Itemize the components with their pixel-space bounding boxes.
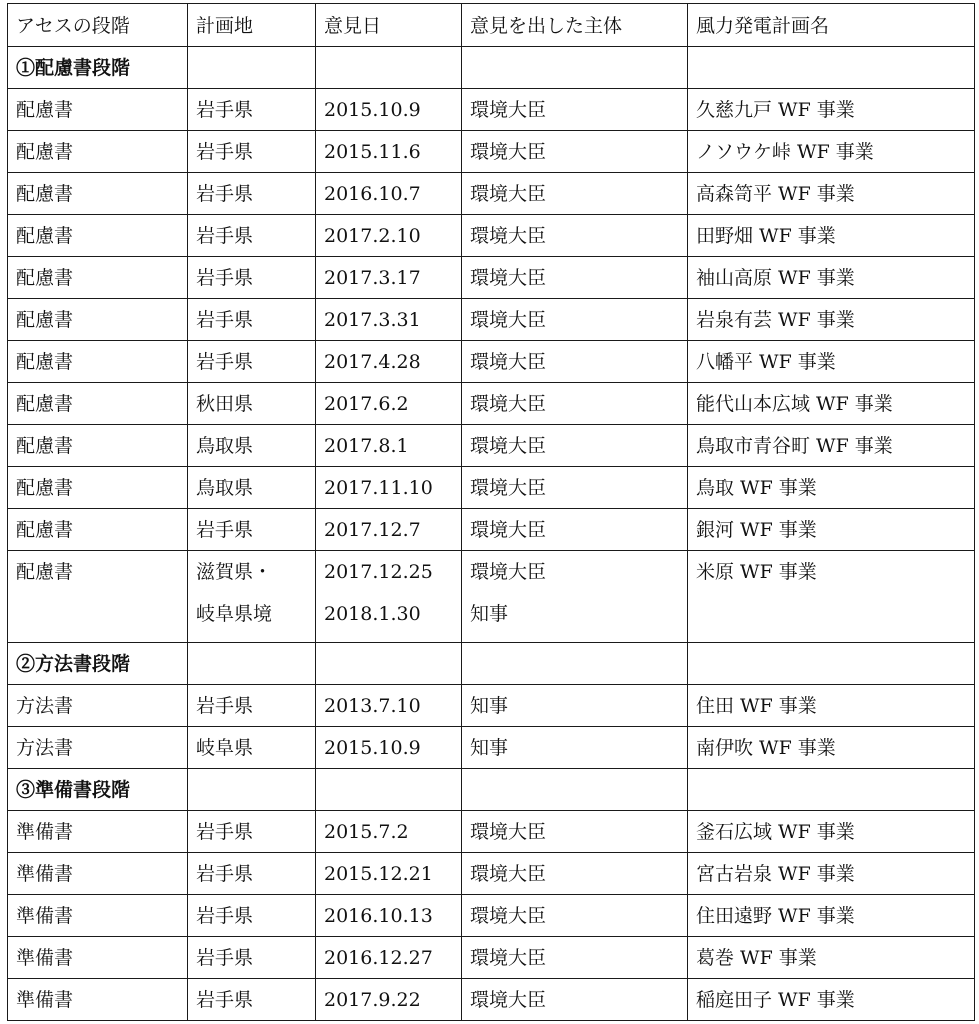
cell-stage: 配慮書 xyxy=(8,131,188,173)
cell-entity: 知事 xyxy=(462,727,688,769)
table-row xyxy=(8,811,975,853)
cell-project-name: 高森笥平 WF 事業 xyxy=(688,173,975,215)
cell-stage: 配慮書 xyxy=(8,215,188,257)
table-row xyxy=(8,467,975,509)
table-row xyxy=(8,215,975,257)
cell-date: 2017.9.22 xyxy=(316,979,462,1021)
cell-entity: 環境大臣 xyxy=(462,895,688,937)
cell-place: 岩手県 xyxy=(188,979,316,1021)
cell-entity: 環境大臣 xyxy=(462,467,688,509)
wind-power-assessment-table xyxy=(7,3,975,1021)
cell-entity: 環境大臣 xyxy=(462,979,688,1021)
cell-stage: 配慮書 xyxy=(8,467,188,509)
cell-stage-text: 配慮書 xyxy=(16,561,74,583)
cell-project-name: 住田 WF 事業 xyxy=(688,685,975,727)
cell-project-name: 能代山本広域 WF 事業 xyxy=(688,383,975,425)
cell-date: 2015.7.2 xyxy=(316,811,462,853)
empty-cell xyxy=(316,47,462,89)
cell-entity: 環境大臣 xyxy=(462,341,688,383)
cell-stage: 配慮書 xyxy=(8,383,188,425)
table-row xyxy=(8,173,975,215)
empty-cell xyxy=(188,769,316,811)
header-date: 意見日 xyxy=(316,4,462,47)
cell-project-name: 葛巻 WF 事業 xyxy=(688,937,975,979)
empty-cell xyxy=(188,643,316,685)
empty-cell xyxy=(688,769,975,811)
cell-entity-line1: 環境大臣 xyxy=(470,561,547,583)
cell-place: 岩手県 xyxy=(188,257,316,299)
cell-date: 2017.6.2 xyxy=(316,383,462,425)
section-row xyxy=(8,643,975,685)
cell-project-name: 南伊吹 WF 事業 xyxy=(688,727,975,769)
cell-entity: 環境大臣 xyxy=(462,383,688,425)
empty-cell xyxy=(462,769,688,811)
cell-place: 岩手県 xyxy=(188,299,316,341)
cell-project-name: 久慈九戸 WF 事業 xyxy=(688,89,975,131)
cell-entity-line2: 知事 xyxy=(470,603,509,625)
table-row xyxy=(8,685,975,727)
table-row xyxy=(8,131,975,173)
empty-cell xyxy=(688,643,975,685)
section-title: ①配慮書段階 xyxy=(8,47,188,89)
cell-date: 2017.3.17 xyxy=(316,257,462,299)
cell-entity: 環境大臣 xyxy=(462,257,688,299)
cell-project-name: 袖山高原 WF 事業 xyxy=(688,257,975,299)
cell-place: 岩手県 xyxy=(188,937,316,979)
cell-date: 2017.8.1 xyxy=(316,425,462,467)
cell-entity: 環境大臣 xyxy=(462,173,688,215)
cell-stage: 準備書 xyxy=(8,937,188,979)
section-row xyxy=(8,769,975,811)
cell-project-name xyxy=(688,551,975,643)
cell-project-name: ノソウケ峠 WF 事業 xyxy=(688,131,975,173)
cell-date: 2013.7.10 xyxy=(316,685,462,727)
cell-place: 岩手県 xyxy=(188,131,316,173)
header-place: 計画地 xyxy=(188,4,316,47)
table-row xyxy=(8,937,975,979)
section-row xyxy=(8,47,975,89)
cell-date: 2016.10.13 xyxy=(316,895,462,937)
cell-place: 鳥取県 xyxy=(188,467,316,509)
empty-cell xyxy=(316,769,462,811)
cell-entity: 環境大臣 xyxy=(462,853,688,895)
cell-place: 岩手県 xyxy=(188,895,316,937)
cell-place: 岩手県 xyxy=(188,215,316,257)
header-entity: 意見を出した主体 xyxy=(462,4,688,47)
cell-project-name: 稲庭田子 WF 事業 xyxy=(688,979,975,1021)
cell-place: 鳥取県 xyxy=(188,425,316,467)
cell-entity: 環境大臣 xyxy=(462,299,688,341)
cell-entity: 環境大臣 xyxy=(462,509,688,551)
cell-entity: 知事 xyxy=(462,685,688,727)
cell-date: 2017.11.10 xyxy=(316,467,462,509)
cell-stage: 配慮書 xyxy=(8,257,188,299)
table-row xyxy=(8,257,975,299)
cell-date: 2017.3.31 xyxy=(316,299,462,341)
empty-cell xyxy=(462,47,688,89)
table-row xyxy=(8,425,975,467)
cell-project-name: 岩泉有芸 WF 事業 xyxy=(688,299,975,341)
cell-place xyxy=(188,551,316,643)
cell-stage: 準備書 xyxy=(8,811,188,853)
cell-stage: 配慮書 xyxy=(8,425,188,467)
cell-entity: 環境大臣 xyxy=(462,811,688,853)
cell-date: 2015.12.21 xyxy=(316,853,462,895)
cell-place-line2: 岐阜県境 xyxy=(196,603,273,625)
cell-project-name: 住田遠野 WF 事業 xyxy=(688,895,975,937)
cell-place: 岩手県 xyxy=(188,685,316,727)
table-row xyxy=(8,853,975,895)
section-title: ②方法書段階 xyxy=(8,643,188,685)
cell-project-name: 銀河 WF 事業 xyxy=(688,509,975,551)
cell-date: 2017.12.7 xyxy=(316,509,462,551)
table-row xyxy=(8,299,975,341)
cell-date: 2015.10.9 xyxy=(316,727,462,769)
cell-date: 2017.4.28 xyxy=(316,341,462,383)
cell-stage: 準備書 xyxy=(8,979,188,1021)
cell-stage: 配慮書 xyxy=(8,299,188,341)
cell-entity: 環境大臣 xyxy=(462,425,688,467)
header-row xyxy=(8,4,975,47)
cell-place: 秋田県 xyxy=(188,383,316,425)
cell-place-line1: 滋賀県・ xyxy=(196,561,273,583)
cell-place: 岩手県 xyxy=(188,509,316,551)
cell-project-name: 八幡平 WF 事業 xyxy=(688,341,975,383)
table-row xyxy=(8,383,975,425)
cell-place: 岩手県 xyxy=(188,89,316,131)
cell-date: 2015.10.9 xyxy=(316,89,462,131)
cell-date: 2015.11.6 xyxy=(316,131,462,173)
cell-entity: 環境大臣 xyxy=(462,215,688,257)
cell-stage: 準備書 xyxy=(8,853,188,895)
cell-date-line2: 2018.1.30 xyxy=(324,603,421,625)
cell-date: 2016.12.27 xyxy=(316,937,462,979)
cell-stage: 方法書 xyxy=(8,727,188,769)
cell-stage: 配慮書 xyxy=(8,509,188,551)
table-row xyxy=(8,895,975,937)
empty-cell xyxy=(188,47,316,89)
cell-stage: 方法書 xyxy=(8,685,188,727)
cell-stage xyxy=(8,551,188,643)
table-row xyxy=(8,979,975,1021)
cell-place: 岩手県 xyxy=(188,173,316,215)
cell-stage: 準備書 xyxy=(8,895,188,937)
cell-stage: 配慮書 xyxy=(8,341,188,383)
cell-project-name: 宮古岩泉 WF 事業 xyxy=(688,853,975,895)
cell-date xyxy=(316,551,462,643)
empty-cell xyxy=(316,643,462,685)
cell-place: 岩手県 xyxy=(188,341,316,383)
cell-project-name: 鳥取 WF 事業 xyxy=(688,467,975,509)
cell-place: 岩手県 xyxy=(188,853,316,895)
header-stage: アセスの段階 xyxy=(8,4,188,47)
cell-entity: 環境大臣 xyxy=(462,937,688,979)
cell-place: 岩手県 xyxy=(188,811,316,853)
cell-project-name: 鳥取市青谷町 WF 事業 xyxy=(688,425,975,467)
section-title: ③準備書段階 xyxy=(8,769,188,811)
cell-entity: 環境大臣 xyxy=(462,131,688,173)
table-row xyxy=(8,89,975,131)
table-row xyxy=(8,509,975,551)
table-row xyxy=(8,727,975,769)
cell-date-line1: 2017.12.25 xyxy=(324,561,433,583)
cell-date: 2016.10.7 xyxy=(316,173,462,215)
cell-entity: 環境大臣 xyxy=(462,89,688,131)
table-row-multiline xyxy=(8,551,975,643)
cell-place: 岐阜県 xyxy=(188,727,316,769)
cell-stage: 配慮書 xyxy=(8,173,188,215)
empty-cell xyxy=(462,643,688,685)
header-project-name: 風力発電計画名 xyxy=(688,4,975,47)
cell-date: 2017.2.10 xyxy=(316,215,462,257)
cell-project-name-text: 米原 WF 事業 xyxy=(696,561,817,583)
cell-project-name: 田野畑 WF 事業 xyxy=(688,215,975,257)
cell-stage: 配慮書 xyxy=(8,89,188,131)
table-row xyxy=(8,341,975,383)
empty-cell xyxy=(688,47,975,89)
cell-project-name: 釜石広域 WF 事業 xyxy=(688,811,975,853)
cell-entity xyxy=(462,551,688,643)
